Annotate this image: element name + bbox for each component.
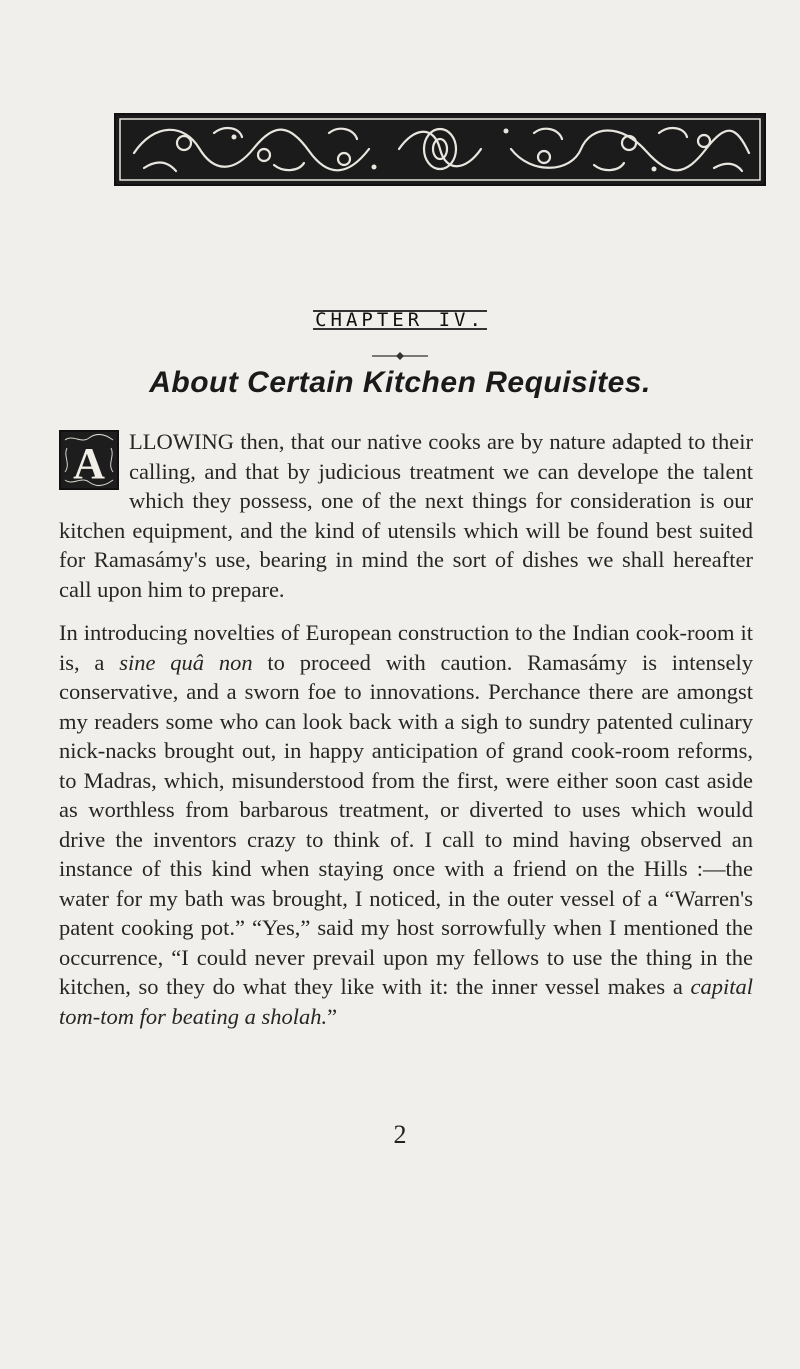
paragraph-2-closing-quote: capital tom-tom for beating a sholah. [59, 974, 753, 1029]
paragraph-2-text-a: In introducing novelties of European construction to the Indian cook-room it is, a [59, 620, 753, 675]
ornamental-initial-a-icon [59, 430, 119, 490]
dropcap-letter: A [73, 439, 105, 488]
page-number: 2 [393, 1120, 407, 1149]
paragraph-2-text-b: to proceed with caution. Ramasámy is intensely conservative, and a sworn foe to innovations. Perchance there are amongst my readers some who can look back with a sigh to sundry patented culinary nick-nacks brought out, in happy anticipation of grand cook-room reforms, to Madras, which, misunderstood from the first, were either soon cast aside as worthless from barbarous treatment, or diverted to uses which would drive the inventors crazy to think of. I call to mind having observed an instance of this kind when staying once with a friend on the Hills :—the water for my bath was brought, I noticed, in the outer vessel of a “Warren's patent cooking pot.” “Yes,” said my host sorrowfully when I mentioned the occurrence, “I could never prevail upon my fellows to use the thing in the kitchen, so they do what they like with it: the inner vessel makes a [59, 649, 753, 999]
chapter-heading [0, 309, 800, 331]
section-title: About Certain Kitchen Requisites. [149, 366, 651, 399]
floral-vine-ornament-icon [114, 113, 766, 186]
diamond-rule-icon [340, 350, 460, 362]
paragraph-2-latin-phrase: sine quâ non [119, 649, 253, 675]
paragraph-1 [59, 427, 753, 604]
paragraph-2 [59, 618, 753, 1031]
chapter-heading-text: CHAPTER IV. [315, 309, 485, 331]
paragraph-2-text-c: ” [327, 1003, 338, 1029]
paragraph-1-text: LLOWING then, that our native cooks are by nature adapted to their calling, and that by judicious treatment we can develope the talent which they possess, one of the next things for consideration is our kitchen equipment, and the kind of utensils which will be found best suited for Ramasámy's use, bearing in mind the sort of dishes we shall hereafter call upon him to prepare. [59, 429, 753, 602]
body-text [59, 427, 753, 1045]
